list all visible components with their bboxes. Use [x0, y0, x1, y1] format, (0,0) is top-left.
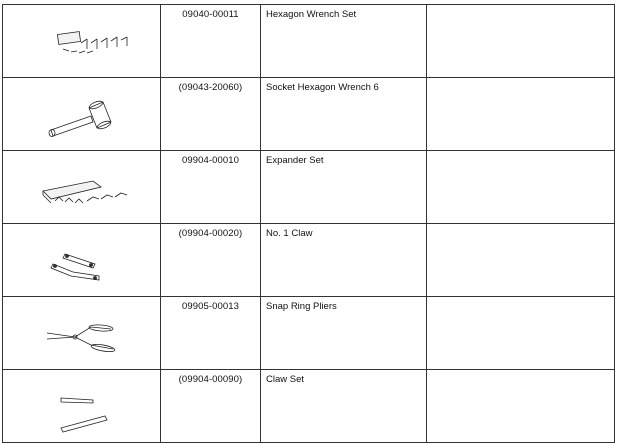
hexagon-wrench-set-icon: [3, 5, 160, 73]
notes-cell: [427, 5, 615, 78]
tool-illustration-cell: [3, 297, 161, 370]
table-row: [3, 78, 615, 151]
notes-cell: [427, 78, 615, 151]
table-row: [3, 5, 615, 78]
part-number: (09904-00090): [161, 370, 261, 443]
claw-icon: [3, 224, 160, 292]
tool-name: No. 1 Claw: [261, 224, 427, 297]
tool-name: Hexagon Wrench Set: [261, 5, 427, 78]
claw-set-icon: [3, 370, 160, 438]
tool-name: Snap Ring Pliers: [261, 297, 427, 370]
part-number: (09904-00020): [161, 224, 261, 297]
notes-cell: [427, 224, 615, 297]
notes-cell: [427, 297, 615, 370]
tool-name: Expander Set: [261, 151, 427, 224]
part-number: 09904-00010: [161, 151, 261, 224]
expander-set-icon: [3, 151, 160, 219]
tool-illustration-cell: [3, 370, 161, 443]
table-row: [3, 297, 615, 370]
tool-illustration-cell: [3, 224, 161, 297]
table-row: [3, 224, 615, 297]
part-number: 09905-00013: [161, 297, 261, 370]
tool-name: Claw Set: [261, 370, 427, 443]
tool-illustration-cell: [3, 151, 161, 224]
snap-ring-pliers-icon: [3, 297, 160, 365]
tool-illustration-cell: [3, 5, 161, 78]
tool-illustration-cell: [3, 78, 161, 151]
notes-cell: [427, 151, 615, 224]
part-number: 09040-00011: [161, 5, 261, 78]
socket-hexagon-wrench-icon: [3, 78, 160, 146]
table-row: [3, 151, 615, 224]
tool-name: Socket Hexagon Wrench 6: [261, 78, 427, 151]
tool-table: [2, 4, 615, 443]
part-number: (09043-20060): [161, 78, 261, 151]
notes-cell: [427, 370, 615, 443]
table-row: [3, 370, 615, 443]
